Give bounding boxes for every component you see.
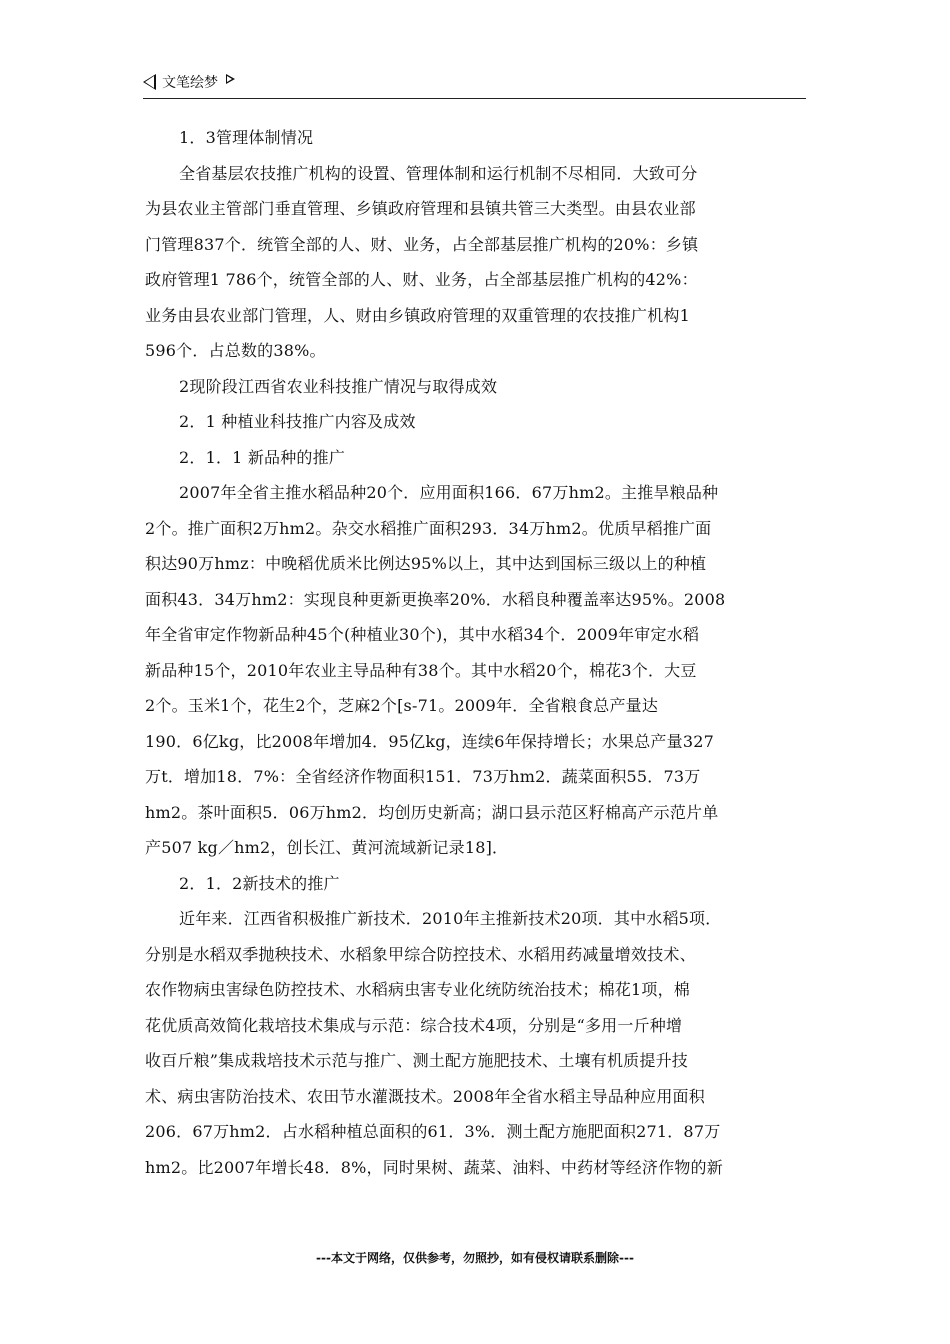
text-line: 2．1．2新技术的推广 xyxy=(179,873,340,893)
header-title: 文笔绘梦 xyxy=(162,75,218,91)
text-line: 206．67万hm2．占水稻种植总面积的61．3%．测土配方施肥面积271．87万 xyxy=(145,1122,721,1141)
text-line: 2现阶段江西省农业科技推广情况与取得成效 xyxy=(179,376,498,396)
text-line: 2007年全省主推水稻品种20个．应用面积166．67万hm2。主推旱粮品种 xyxy=(179,483,719,502)
text-line: hm2。比2007年增长48．8%，同时果树、蔬菜、油料、中药材等经济作物的新 xyxy=(145,1157,723,1177)
footer-disclaimer: ---本文于网络，仅供参考，勿照抄，如有侵权请联系删除--- xyxy=(316,1251,634,1265)
text-line: 年全省审定作物新品种45个(种植业30个)，其中水稻34个．2009年审定水稻 xyxy=(145,625,700,644)
text-line: 门管理837个．统管全部的人、财、业务，占全部基层推广机构的20%：乡镇 xyxy=(145,234,699,254)
text-line: 全省基层农技推广机构的设置、管理体制和运行机制不尽相同．大致可分 xyxy=(179,163,698,183)
text-line: 596个．占总数的38%。 xyxy=(145,341,326,360)
text-line: 2个。玉米1个，花生2个，芝麻2个[s-71。2009年．全省粮食总产量达 xyxy=(145,696,659,715)
document-body xyxy=(145,120,809,1185)
text-line: hm2。茶叶面积5．06万hm2．均创历史新高；湖口县示范区籽棉高产示范片单 xyxy=(145,802,719,822)
text-line: 2个。推广面积2万hm2。杂交水稻推广面积293．34万hm2。优质早稻推广面 xyxy=(145,518,712,538)
header-brand xyxy=(143,72,235,92)
text-line: 近年来．江西省积极推广新技术．2010年主推新技术20项．其中水稻5项． xyxy=(179,909,722,928)
text-line: 1．3管理体制情况 xyxy=(179,128,314,147)
text-line: 政府管理1 786个，统管全部的人、财、业务，占全部基层推广机构的42%： xyxy=(145,270,698,289)
left-triangle-icon xyxy=(143,74,156,90)
text-line: 收百斤粮”集成栽培技术示范与推广、测土配方施肥技术、土壤有机质提升技 xyxy=(145,1051,688,1070)
text-line: 积达90万hmz：中晚稻优质米比例达95%以上，其中达到国标三级以上的种植 xyxy=(145,554,707,573)
text-line: 术、病虫害防治技术、农田节水灌溉技术。2008年全省水稻主导品种应用面积 xyxy=(145,1086,705,1106)
text-line: 2．1．1 新品种的推广 xyxy=(179,447,346,467)
text-line: 分别是水稻双季抛秧技术、水稻象甲综合防控技术、水稻用药减量增效技术、 xyxy=(145,944,696,964)
text-line: 为县农业主管部门垂直管理、乡镇政府管理和县镇共管三大类型。由县农业部 xyxy=(145,199,696,218)
text-line: 面积43．34万hm2：实现良种更新更换率20%．水稻良种覆盖率达95%。2008 xyxy=(145,589,726,609)
text-line: 新品种15个，2010年农业主导品种有38个。其中水稻20个，棉花3个．大豆 xyxy=(145,660,697,680)
text-line: 农作物病虫害绿色防控技术、水稻病虫害专业化统防统治技术；棉花1项，棉 xyxy=(145,980,690,999)
text-line: 万t．增加18．7%：全省经济作物面积151．73万hm2．蔬菜面积55．73万 xyxy=(145,767,701,786)
text-line: 190．6亿kg，比2008年增加4．95亿kg，连续6年保持增长；水果总产量327 xyxy=(145,731,714,751)
page-header xyxy=(143,70,806,99)
text-line: 花优质高效简化栽培技术集成与示范：综合技术4项，分别是“多用一斤种增 xyxy=(145,1015,683,1035)
text-line: 2．1 种植业科技推广内容及成效 xyxy=(179,412,416,431)
text-line: 业务由县农业部门管理，人、财由乡镇政府管理的双重管理的农技推广机构1 xyxy=(145,305,690,325)
text-line: 产507 kg／hm2，创长江、黄河流域新记录18]． xyxy=(145,838,509,857)
right-triangle-icon xyxy=(226,74,235,84)
